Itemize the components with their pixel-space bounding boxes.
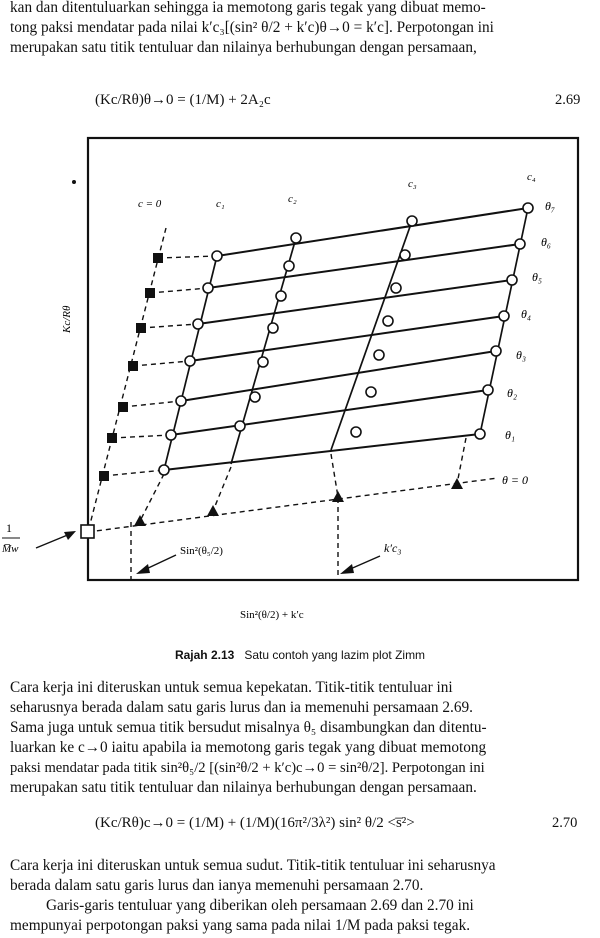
data-point bbox=[475, 429, 485, 439]
theta-label: θ₄ bbox=[521, 307, 532, 321]
theta-label: θ = 0 bbox=[502, 473, 528, 487]
text-line: tong paksi mendatar pada nilai k′c₃[(sin² θ/2 + k′c)θ→0 = k′c]. Perpotongan ini bbox=[10, 19, 494, 36]
figure-caption bbox=[0, 648, 600, 662]
extrapolated-point bbox=[128, 361, 138, 371]
text-line: berada dalam satu garis lurus dan ianya memenuhi persamaan 2.70. bbox=[10, 877, 424, 894]
theta-line bbox=[171, 390, 488, 435]
theta0-point bbox=[451, 478, 463, 489]
y-axis-label: Kc/Rθ bbox=[61, 305, 73, 333]
extrapolation-line bbox=[141, 324, 198, 328]
dot-mark bbox=[72, 180, 76, 184]
theta-line bbox=[198, 280, 512, 324]
extrapolated-point bbox=[153, 253, 163, 263]
extrapolation-line bbox=[123, 401, 181, 407]
equation-number: 2.70 bbox=[552, 815, 578, 831]
text-line: Garis-garis tentuluar yang diberikan oleh persamaan 2.69 dan 2.70 ini bbox=[46, 897, 474, 914]
theta-line bbox=[164, 434, 480, 470]
intercept-point bbox=[81, 525, 94, 538]
data-point bbox=[351, 427, 361, 437]
data-point bbox=[383, 316, 393, 326]
extrapolated-point bbox=[118, 402, 128, 412]
extrapolated-point bbox=[107, 433, 117, 443]
data-point bbox=[276, 291, 286, 301]
theta-line bbox=[190, 316, 504, 361]
c-label: c₁ bbox=[216, 198, 225, 210]
theta0-line bbox=[88, 478, 498, 532]
extrapolation-line bbox=[158, 256, 217, 258]
theta-label: θ₁ bbox=[505, 428, 516, 442]
data-point bbox=[507, 275, 517, 285]
theta-label: θ₅ bbox=[532, 270, 543, 284]
theta0-point bbox=[134, 515, 146, 526]
theta-label: θ₃ bbox=[516, 348, 527, 362]
data-point bbox=[166, 430, 176, 440]
c-label: c₄ bbox=[527, 171, 536, 183]
intercept-label-numerator: 1 bbox=[6, 521, 12, 535]
data-point bbox=[391, 283, 401, 293]
data-point bbox=[483, 385, 493, 395]
data-point bbox=[268, 323, 278, 333]
theta-label: θ₆ bbox=[541, 235, 552, 249]
extrapolated-point bbox=[136, 323, 146, 333]
text-line: seharusnya berada dalam satu garis lurus dan ia memenuhi persamaan 2.69. bbox=[10, 699, 473, 716]
text-line: merupakan satu titik tentuluar dan nilainya berhubungan dengan persamaan, bbox=[10, 39, 477, 56]
extrapolated-point bbox=[99, 471, 109, 481]
kc3-label: k′c₃ bbox=[384, 541, 402, 555]
data-point bbox=[523, 203, 533, 213]
data-point bbox=[291, 233, 301, 243]
equation-number: 2.69 bbox=[555, 92, 581, 108]
text-line: Sama juga untuk semua titik bersudut misalnya θ₅ disambungkan dan ditentu- bbox=[10, 719, 487, 736]
data-point bbox=[284, 261, 294, 271]
data-point bbox=[258, 357, 268, 367]
c-label: c = 0 bbox=[138, 198, 162, 210]
sin-theta5-label: Sin²(θ₅/2) bbox=[180, 545, 223, 557]
extrapolation-line bbox=[112, 435, 171, 438]
data-point bbox=[400, 250, 410, 260]
data-point bbox=[515, 239, 525, 249]
plot-frame bbox=[88, 138, 578, 580]
theta0-point bbox=[332, 491, 344, 502]
extrapolated-point bbox=[145, 288, 155, 298]
equation-2-70: (Kc/Rθ)c→0 = (1/M) + (1/M)(16π²/3λ²) sin² θ/2 <s̅²> bbox=[95, 815, 415, 831]
data-point bbox=[212, 251, 222, 261]
text-line: mempunyai perpotongan paksi yang sama pada nilai 1/M pada paksi tegak. bbox=[10, 917, 471, 934]
theta-label: θ₂ bbox=[507, 386, 518, 400]
data-point bbox=[176, 396, 186, 406]
data-point bbox=[250, 392, 260, 402]
theta-line bbox=[181, 351, 496, 401]
intercept-label-denominator: M̅w bbox=[2, 543, 19, 555]
zimm-plot bbox=[0, 118, 600, 638]
theta-label: θ₇ bbox=[545, 199, 556, 213]
data-point bbox=[235, 421, 245, 431]
extrapolation-line bbox=[150, 288, 208, 293]
text-line: Cara kerja ini diteruskan untuk semua kepekatan. Titik-titik tentuluar ini bbox=[10, 679, 453, 696]
c-label: c₂ bbox=[288, 193, 297, 205]
triangle-link bbox=[331, 454, 338, 497]
extrapolation-line bbox=[104, 470, 164, 476]
data-point bbox=[203, 283, 213, 293]
caption-text: Satu contoh yang lazim plot Zimm bbox=[244, 648, 426, 662]
caption-label: Rajah 2.13 bbox=[174, 648, 235, 662]
data-point bbox=[159, 465, 169, 475]
x-axis-label: Sin²(θ/2) + k′c bbox=[240, 609, 304, 621]
c0-line bbox=[88, 228, 166, 532]
data-point bbox=[193, 319, 203, 329]
text-line: paksi mendatar pada titik sin²θ₅/2 [(sin²θ/2 + k′c)c→0 = sin²θ/2]. Perpotongan ini bbox=[10, 760, 485, 776]
text-line: luarkan ke c→0 iaitu apabila ia memotong garis tegak yang dibuat memotong bbox=[10, 739, 487, 756]
data-point bbox=[407, 216, 417, 226]
data-point bbox=[499, 311, 509, 321]
text-line: Cara kerja ini diteruskan untuk semua sudut. Titik-titik tentuluar ini seharusnya bbox=[10, 857, 496, 874]
theta0-point bbox=[207, 505, 219, 516]
c-label: c₃ bbox=[408, 178, 417, 190]
equation-2-69: (Kc/Rθ)θ→0 = (1/M) + 2A₂c bbox=[95, 92, 271, 108]
data-point bbox=[491, 346, 501, 356]
triangle-link bbox=[457, 438, 466, 484]
data-point bbox=[374, 350, 384, 360]
triangle-link bbox=[140, 474, 164, 521]
data-point bbox=[185, 356, 195, 366]
triangle-link bbox=[213, 467, 231, 511]
extrapolation-line bbox=[133, 361, 190, 366]
text-line: kan dan ditentuluarkan sehingga ia memotong garis tegak yang dibuat memo- bbox=[10, 0, 486, 16]
data-point bbox=[366, 387, 376, 397]
text-line: merupakan satu titik tentuluar dan nilainya berhubungan dengan persamaan. bbox=[10, 779, 477, 796]
